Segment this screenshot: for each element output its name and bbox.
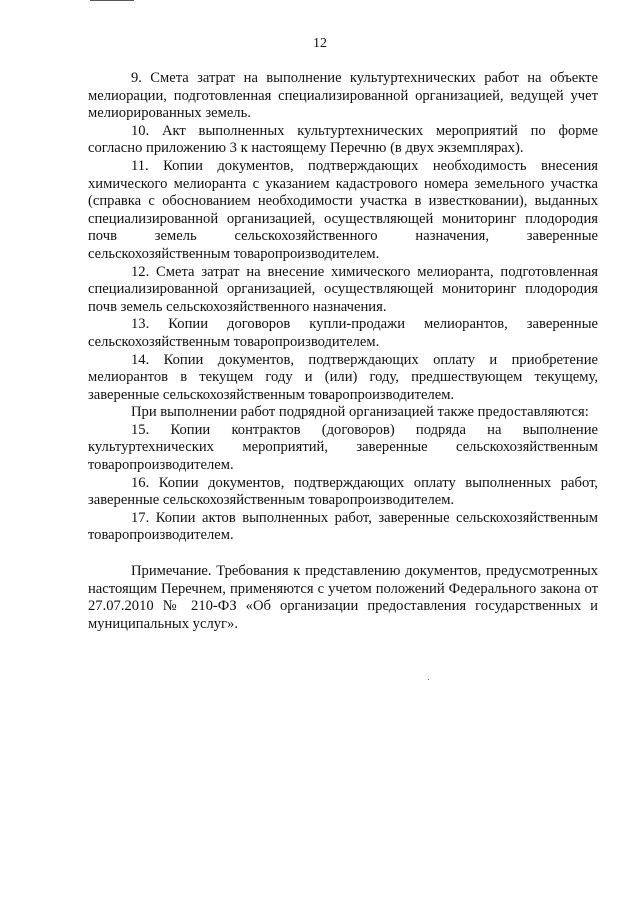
paragraph-spacer: [88, 545, 598, 563]
paragraph-item-12: 12. Смета затрат на внесение химического мелиоранта, подготовленная специализированной организацией, осуществляющей мониторинг плодородия почв земель сельскохозяйственного назначения.: [88, 263, 598, 315]
paragraph-item-13: 13. Копии договоров купли-продажи мелиорантов, заверенные сельскохозяйственным товаропроизводителем.: [88, 316, 598, 350]
paragraph-item-16: 16. Копии документов, подтверждающих оплату выполненных работ, заверенные сельскохозяйственным товаропроизводителем.: [88, 474, 598, 509]
paragraph-item-11: 11. Копии документов, подтверждающих необходимость внесения химического мелиоранта с указанием кадастрового номера земельного участка (справка с обоснованием необходимости участка в известковании), выданных специализированной организацией, осуществляющей мониторинг плодородия почв земель сельскохозяйственного назначения, заверенные сельскохозяйственным товаропроизводителем.: [88, 157, 598, 262]
paragraph-item-14: 14. Копии документов, подтверждающих оплату и приобретение мелиорантов в текущем году и (или) году, предшествующем текущему, заверенные сельскохозяйственным товаропроизводителем.: [88, 351, 598, 403]
paragraph-item-10: 10. Акт выполненных культуртехнических мероприятий по форме согласно приложению 3 к настоящему Перечню (в двух экземплярах).: [88, 122, 598, 157]
scan-edge-mark: [90, 0, 134, 1]
page-number: 12: [313, 36, 327, 51]
paragraph-item-15: 15. Копии контрактов (договоров) подряда на выполнение культуртехнических мероприятий, заверенные сельскохозяйственным товаропроизводителем.: [88, 421, 598, 474]
paragraph-item-9: 9. Смета затрат на выполнение культуртехнических работ на объекте мелиорации, подготовленная специализированной организацией, ведущей учет мелиорированных земель.: [88, 70, 598, 122]
scan-speck: [428, 679, 429, 680]
paragraph-contractor-intro: При выполнении работ подрядной организацией также предоставляются:: [131, 404, 589, 421]
document-body: [88, 70, 598, 633]
paragraph-item-17: 17. Копии актов выполненных работ, заверенные сельскохозяйственным товаропроизводителем.: [88, 509, 598, 544]
note-paragraph: Примечание. Требования к представлению документов, предусмотренных настоящим Перечнем, применяются с учетом положений Федерального закона от 27.07.2010 № 210-ФЗ «Об организации предоставления государственных и муниципальных услуг».: [88, 563, 598, 632]
